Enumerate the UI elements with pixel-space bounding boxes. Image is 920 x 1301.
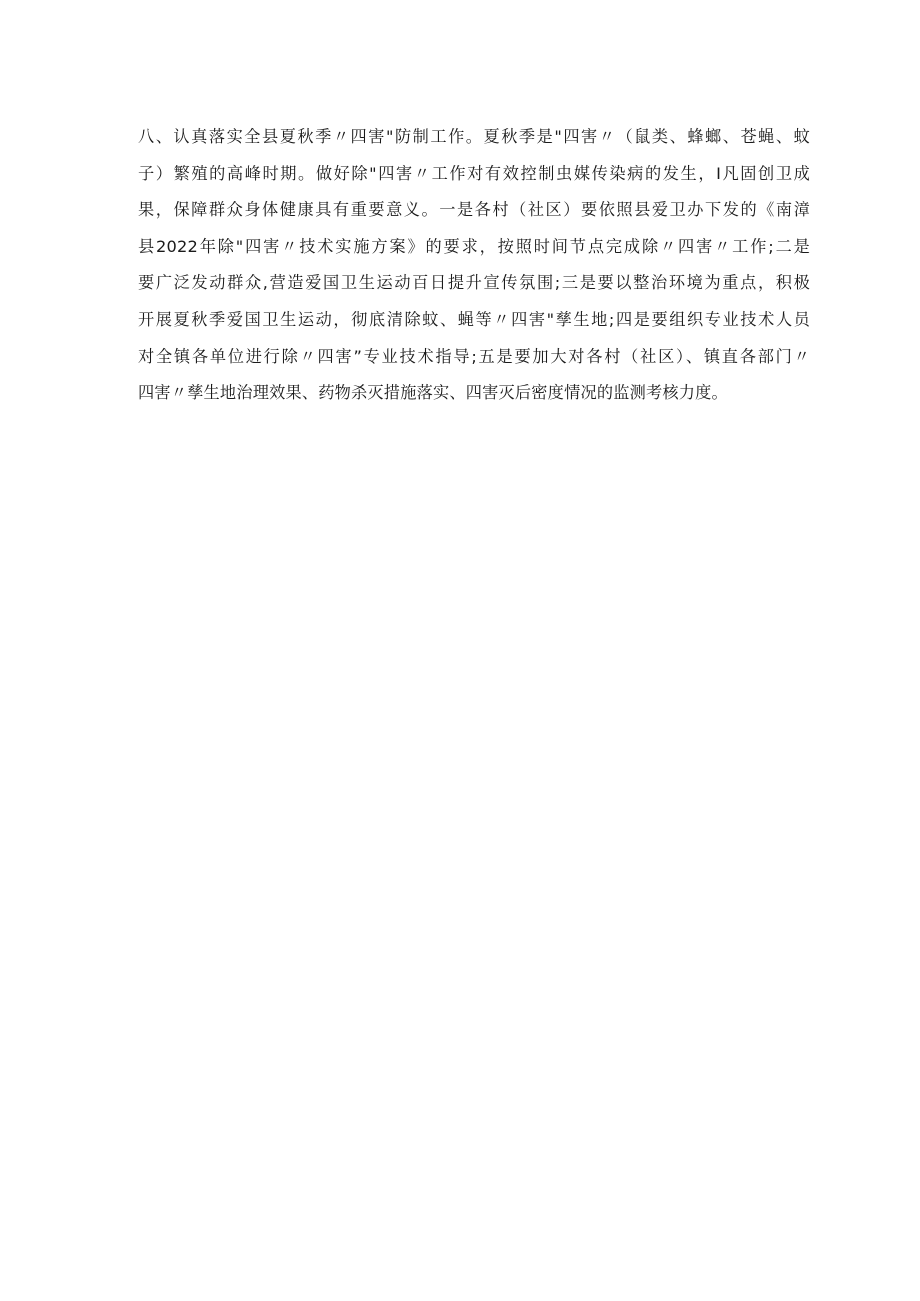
paragraph-line: 四害〃孳生地治理效果、药物杀灭措施落实、四害灭后密度情况的监测考核力度。 bbox=[138, 383, 728, 403]
paragraph-line: 子）繁殖的高峰时期。做好除"四害〃工作对有效控制虫媒传染病的发生，I凡固创卫成 bbox=[138, 163, 810, 183]
paragraph-line: 县2022年除"四害〃技术实施方案》的要求，按照时间节点完成除〃四害〃工作;二是 bbox=[138, 236, 810, 256]
paragraph-line: 要广泛发动群众,营造爱国卫生运动百日提升宣传氛围;三是要以整治环境为重点，积极 bbox=[138, 273, 810, 293]
paragraph-line: 对全镇各单位进行除〃四害”专业技术指导;五是要加大对各村（社区）、镇直各部门〃 bbox=[138, 346, 810, 366]
paragraph-line: 开展夏秋季爱国卫生运动，彻底清除蚊、蝇等〃四害"孳生地;四是要组织专业技术人员 bbox=[138, 309, 810, 329]
paragraph-line: 八、认真落实全县夏秋季〃四害"防制工作。夏秋季是"四害〃（鼠类、蜂螂、苍蝇、蚊 bbox=[138, 127, 810, 146]
paragraph-section-eight bbox=[138, 119, 810, 412]
paragraph-line: 果，保障群众身体健康具有重要意义。一是各村（社区）要依照县爱卫办下发的《南漳 bbox=[138, 200, 810, 220]
